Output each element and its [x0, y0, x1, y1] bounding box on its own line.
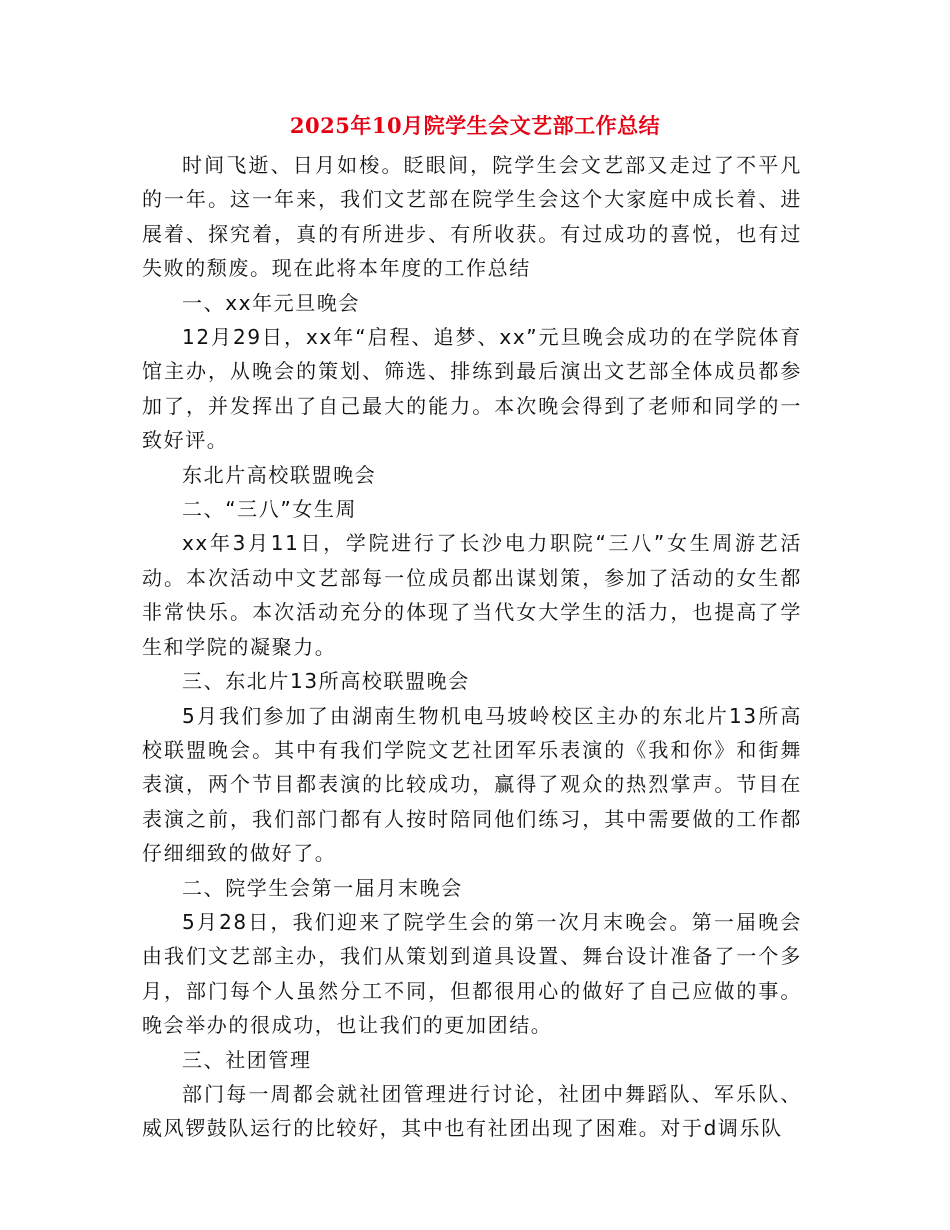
section-heading: 三、社团管理	[182, 1047, 312, 1072]
section-heading: 一、xx年元旦晚会	[182, 290, 361, 315]
section-heading: 三、东北片13所高校联盟晚会	[182, 669, 470, 694]
paragraph-intro: 时间飞逝、日月如梭。眨眼间，院学生会文艺部又走过了不平凡的一年。这一年来，我们文艺部在院学生会这个大家庭中成长着、进展着、探究着，真的有所进步、有所收获。有过成功的喜悦，也有过失败的颓废。现在此将本年度的工作总结	[142, 153, 802, 281]
section-heading: 二、“三八”女生周	[182, 497, 358, 522]
document-title: 2025年10月院学生会文艺部工作总结	[289, 113, 661, 138]
section-heading: 东北片高校联盟晚会	[182, 462, 377, 487]
document-body	[142, 148, 802, 1146]
paragraph: 5月我们参加了由湖南生物机电马坡岭校区主办的东北片13所高校联盟晚会。其中有我们学院文艺社团军乐表演的《我和你》和街舞表演，两个节目都表演的比较成功，赢得了观众的热烈掌声。节目在表演之前，我们部门都有人按时陪同他们练习，其中需要做的工作都仔细细致的做好了。	[142, 703, 802, 866]
paragraph: 5月28日，我们迎来了院学生会的第一次月末晚会。第一届晚会由我们文艺部主办，我们从策划到道具设置、舞台设计准备了一个多月，部门每个人虽然分工不同，但都很用心的做好了自己应做的事。晚会举办的很成功，也让我们的更加团结。	[142, 909, 802, 1038]
paragraph: 部门每一周都会就社团管理进行讨论，社团中舞蹈队、军乐队、威风锣鼓队运行的比较好，其中也有社团出现了困难。对于d调乐队	[142, 1081, 802, 1141]
paragraph: 12月29日，xx年“启程、追梦、xx”元旦晚会成功的在学院体育馆主办，从晚会的策划、筛选、排练到最后演出文艺部全体成员都参加了，并发挥出了自己最大的能力。本次晚会得到了老师和同学的一致好评。	[142, 325, 802, 453]
paragraph: xx年3月11日，学院进行了长沙电力职院“三八”女生周游艺活动。本次活动中文艺部每一位成员都出谋划策，参加了活动的女生都非常快乐。本次活动充分的体现了当代女大学生的活力，也提高了学生和学院的凝聚力。	[142, 531, 802, 659]
section-heading: 二、院学生会第一届月末晚会	[182, 875, 463, 900]
